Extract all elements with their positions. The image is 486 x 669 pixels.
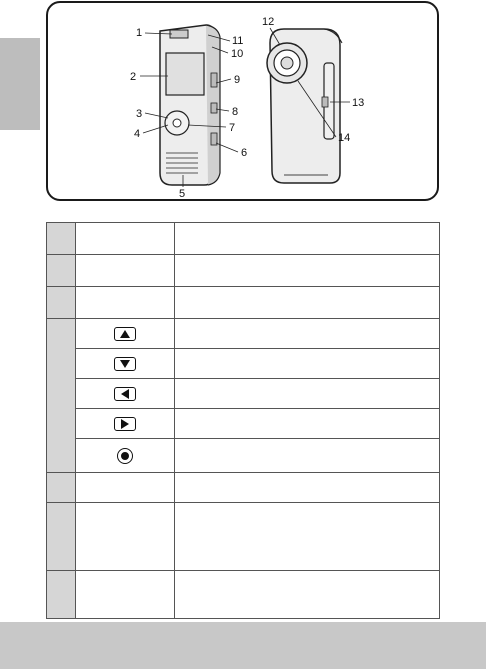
row-description (175, 287, 440, 319)
row-number (47, 319, 76, 473)
table-row (47, 379, 440, 409)
row-name (76, 223, 175, 255)
row-name (76, 287, 175, 319)
row-description (175, 223, 440, 255)
row-key (76, 439, 175, 473)
row-description (175, 409, 440, 439)
row-key (76, 409, 175, 439)
callout-12: 12 (262, 16, 275, 28)
row-number (47, 473, 76, 503)
row-key (76, 379, 175, 409)
table-row (47, 319, 440, 349)
device-diagram (46, 1, 439, 201)
callout-5: 5 (179, 188, 186, 200)
table-row (47, 223, 440, 255)
up-arrow-key-icon (114, 327, 136, 341)
row-key (76, 319, 175, 349)
callout-7: 7 (229, 122, 236, 134)
row-name (76, 571, 175, 619)
down-arrow-key-icon (114, 357, 136, 371)
row-name (76, 255, 175, 287)
camera-illustration (48, 3, 439, 201)
table-row (47, 571, 440, 619)
front-view (160, 25, 220, 185)
row-number (47, 255, 76, 287)
callout-10: 10 (231, 48, 244, 60)
row-number (47, 223, 76, 255)
row-name (76, 473, 175, 503)
table-row (47, 439, 440, 473)
right-arrow-key-icon (114, 417, 136, 431)
callout-13: 13 (352, 97, 365, 109)
callout-14: 14 (338, 132, 351, 144)
callout-8: 8 (232, 106, 239, 118)
callout-3: 3 (136, 108, 143, 120)
callout-2: 2 (130, 71, 137, 83)
table-row (47, 409, 440, 439)
back-view (267, 29, 342, 183)
table-row (47, 287, 440, 319)
section-tab (0, 38, 40, 130)
footer-band (0, 622, 486, 669)
row-description (175, 349, 440, 379)
row-number (47, 503, 76, 571)
callout-1: 1 (136, 27, 143, 39)
callout-4: 4 (134, 128, 141, 140)
row-description (175, 439, 440, 473)
row-description (175, 503, 440, 571)
ok-center-key-icon (117, 448, 133, 464)
row-key (76, 349, 175, 379)
row-description (175, 379, 440, 409)
callout-6: 6 (241, 147, 248, 159)
row-description (175, 571, 440, 619)
parts-table (46, 222, 440, 619)
callout-9: 9 (234, 74, 241, 86)
row-name (76, 503, 175, 571)
table-row (47, 255, 440, 287)
callout-11: 11 (232, 35, 244, 47)
row-number (47, 287, 76, 319)
left-arrow-key-icon (114, 387, 136, 401)
row-description (175, 319, 440, 349)
lcd-screen (166, 53, 204, 95)
row-description (175, 255, 440, 287)
table-row (47, 473, 440, 503)
table-row (47, 503, 440, 571)
row-description (175, 473, 440, 503)
row-number (47, 571, 76, 619)
table-row (47, 349, 440, 379)
